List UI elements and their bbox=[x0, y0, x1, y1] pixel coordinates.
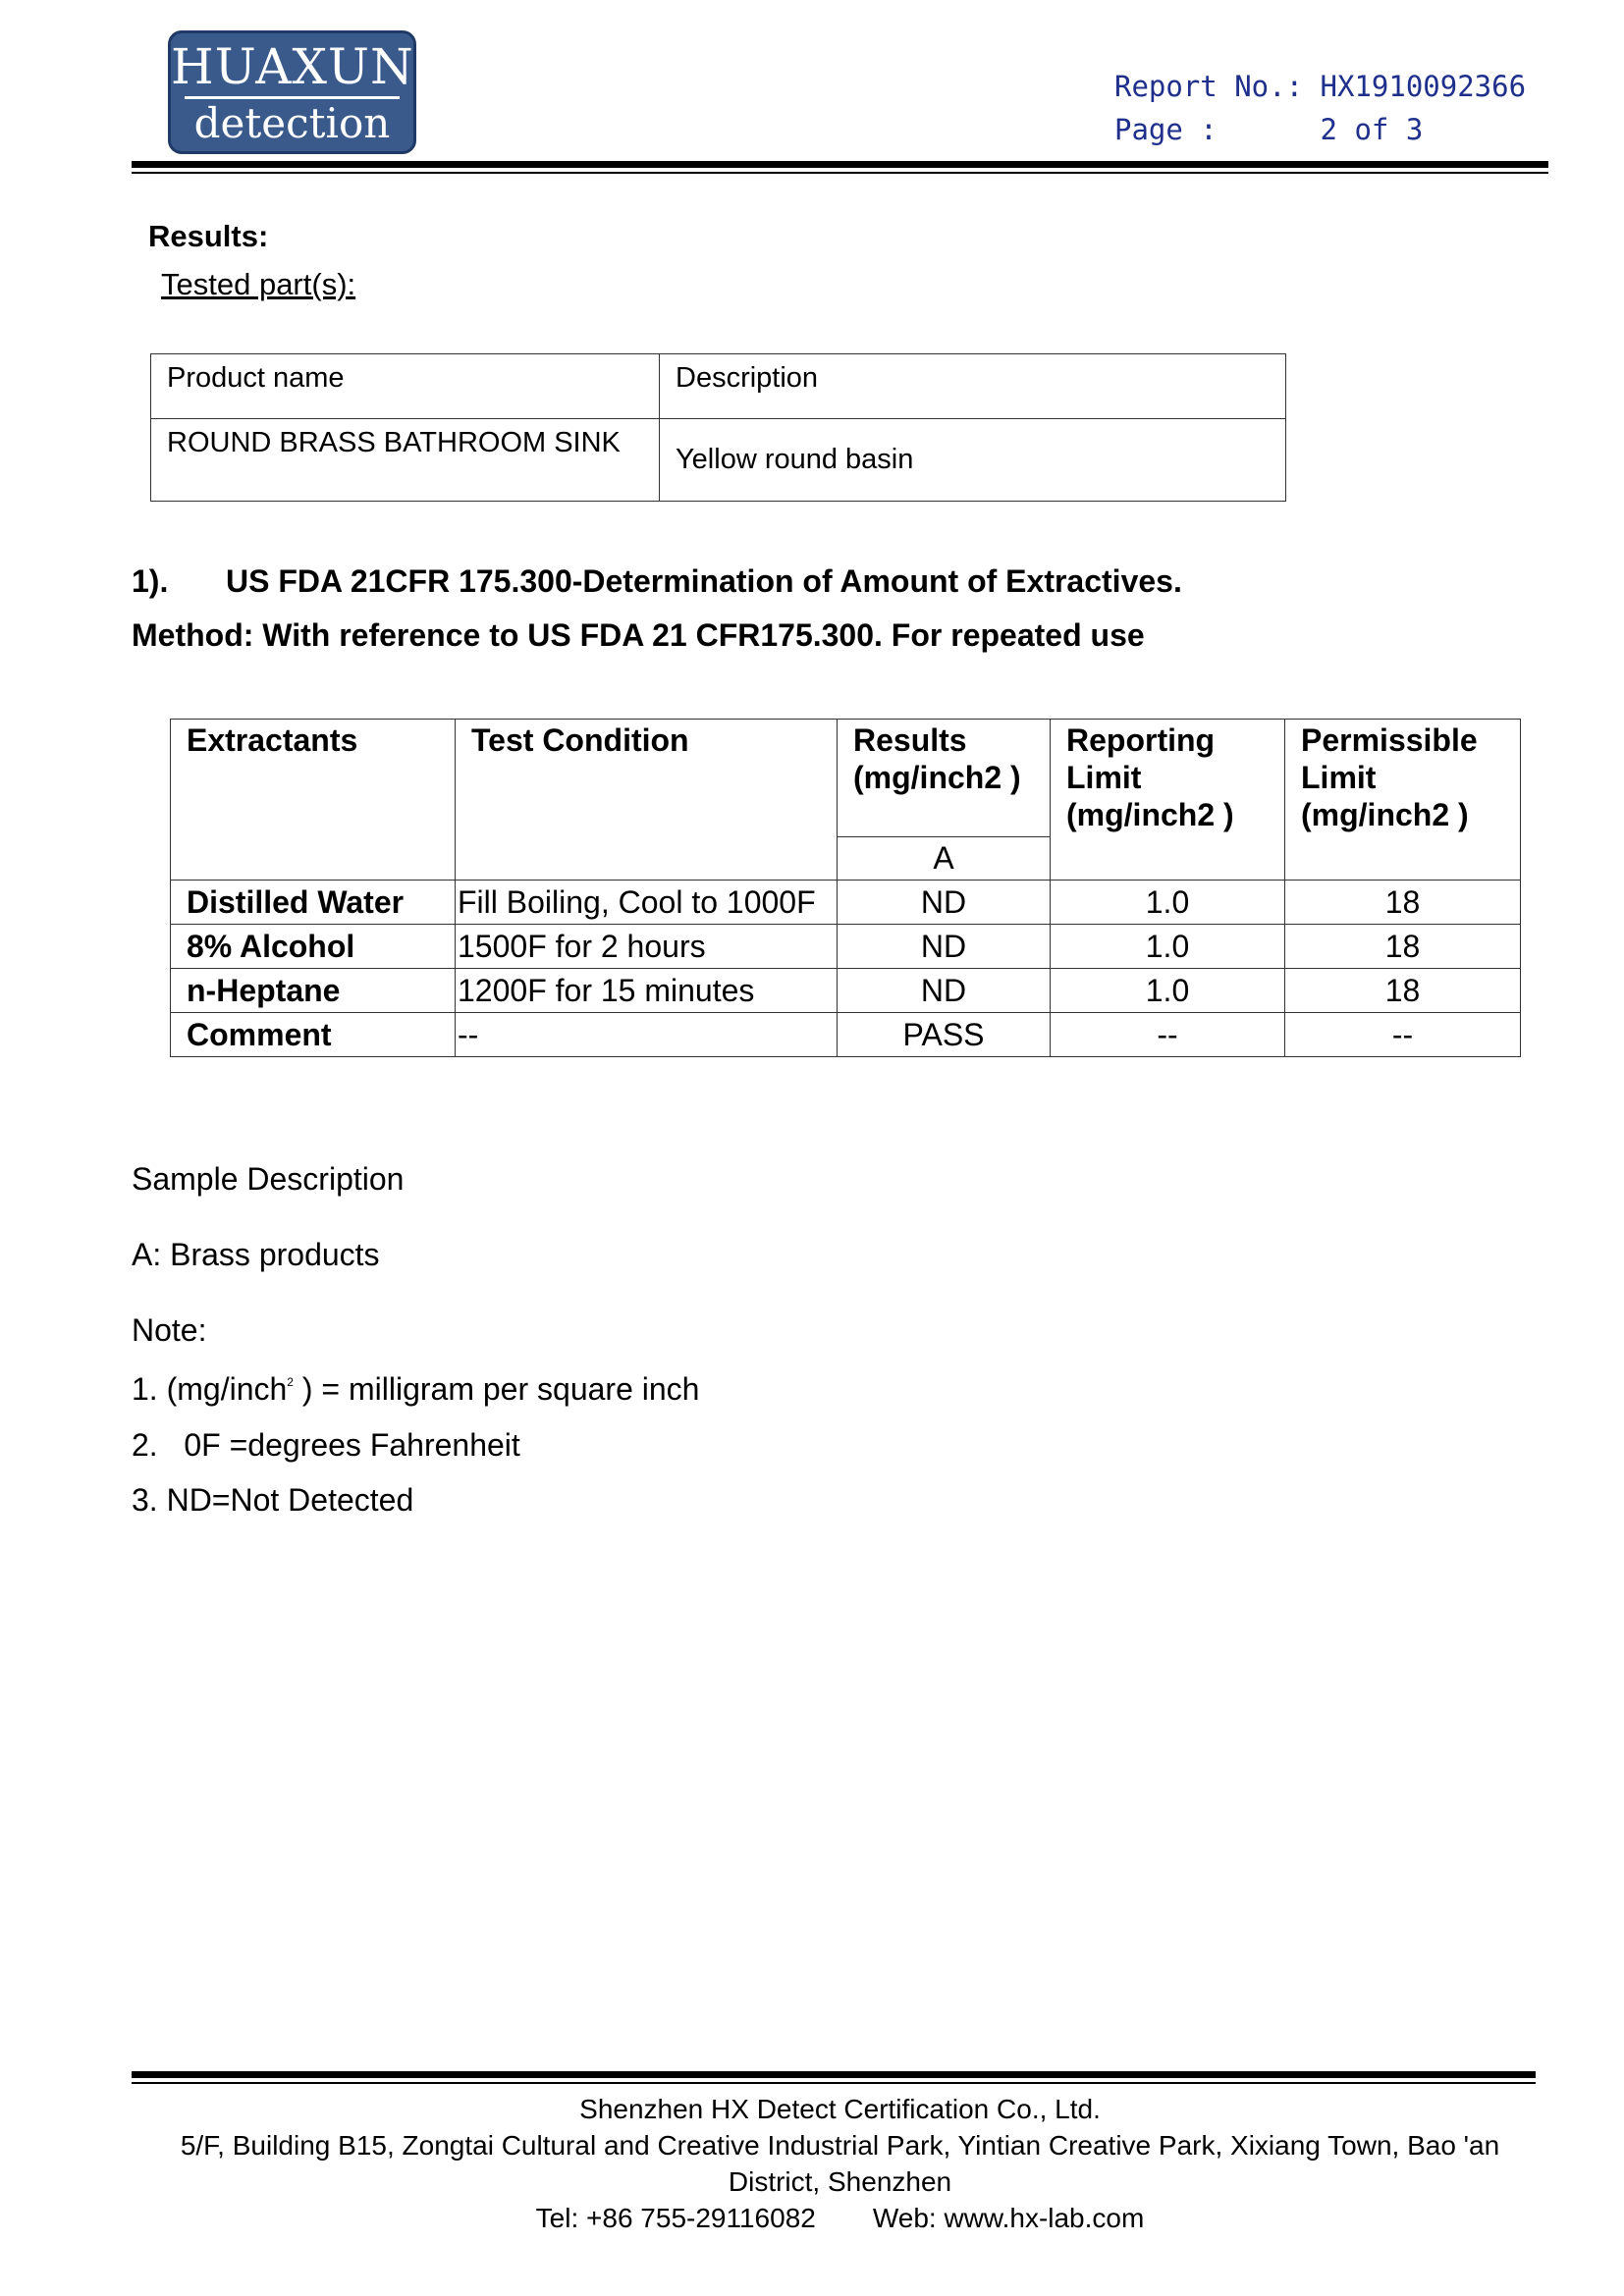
permissible-limit-cell: 18 bbox=[1285, 925, 1521, 969]
header-extractants: Extractants bbox=[171, 720, 456, 881]
table-row bbox=[171, 881, 1521, 925]
table-row bbox=[171, 925, 1521, 969]
description-cell bbox=[660, 419, 1286, 502]
header-description: Description bbox=[660, 354, 1286, 419]
report-number-label: Report No.: bbox=[1114, 70, 1304, 103]
note-1-prefix: 1. (mg/inch bbox=[132, 1371, 288, 1407]
extractant-cell: 8% Alcohol bbox=[171, 925, 456, 969]
header-rule-thick bbox=[132, 161, 1548, 168]
table-row bbox=[171, 1013, 1521, 1057]
permissible-limit-cell: 18 bbox=[1285, 969, 1521, 1013]
footer-web: Web: www.hx-lab.com bbox=[872, 2203, 1145, 2233]
header-reporting-limit: Reporting Limit (mg/inch2 ) bbox=[1051, 720, 1285, 881]
permissible-limit-cell: -- bbox=[1285, 1013, 1521, 1057]
table-row bbox=[171, 969, 1521, 1013]
test-condition-cell: 1200F for 15 minutes bbox=[456, 969, 838, 1013]
header-test-condition: Test Condition bbox=[456, 720, 838, 881]
note-1-suffix: ) = milligram per square inch bbox=[293, 1371, 700, 1407]
reporting-limit-cell: 1.0 bbox=[1051, 925, 1285, 969]
note-item-2: 2. 0F =degrees Fahrenheit bbox=[132, 1427, 520, 1463]
product-name-cell bbox=[151, 419, 660, 502]
extractant-cell: n-Heptane bbox=[171, 969, 456, 1013]
footer-contact bbox=[132, 2200, 1548, 2236]
reporting-limit-cell: 1.0 bbox=[1051, 881, 1285, 925]
reporting-limit-cell: 1.0 bbox=[1051, 969, 1285, 1013]
footer bbox=[132, 2091, 1548, 2236]
header-results: Results (mg/inch2 ) bbox=[838, 720, 1051, 837]
section-title bbox=[132, 563, 1182, 600]
product-name-value: ROUND BRASS BATHROOM SINK bbox=[167, 427, 621, 458]
page-label: Page : bbox=[1114, 113, 1218, 146]
page-number: 2 of 3 bbox=[1320, 113, 1424, 146]
header-product-name: Product name bbox=[151, 354, 660, 419]
comment-label-cell: Comment bbox=[171, 1013, 456, 1057]
section-title-text: US FDA 21CFR 175.300-Determination of Amount of Extractives. bbox=[226, 563, 1182, 599]
header-permissible-limit: Permissible Limit (mg/inch2 ) bbox=[1285, 720, 1521, 881]
footer-rule-thick bbox=[132, 2071, 1536, 2078]
footer-address-line1: 5/F, Building B15, Zongtai Cultural and Creative Industrial Park, Yintian Creative Park, Xixiang Town, Bao 'an bbox=[180, 2130, 1500, 2161]
permissible-limit-cell: 18 bbox=[1285, 881, 1521, 925]
table-header-row bbox=[151, 354, 1286, 419]
footer-address-line2: District, Shenzhen bbox=[728, 2166, 952, 2197]
table-header-row bbox=[171, 720, 1521, 837]
results-heading: Results: bbox=[148, 219, 269, 253]
result-cell: ND bbox=[838, 969, 1051, 1013]
extractives-results-table bbox=[170, 719, 1521, 1057]
test-condition-cell: 1500F for 2 hours bbox=[456, 925, 838, 969]
section-number: 1). bbox=[132, 563, 169, 599]
note-1-superscript: 2 bbox=[287, 1375, 294, 1389]
result-cell: ND bbox=[838, 925, 1051, 969]
report-info bbox=[1114, 65, 1526, 151]
company-logo bbox=[168, 30, 416, 154]
tested-parts-heading: Tested part(s): bbox=[161, 267, 356, 301]
tested-parts-table bbox=[150, 353, 1286, 502]
header-sample-a: A bbox=[838, 837, 1051, 881]
table-row bbox=[151, 419, 1286, 502]
report-number: HX1910092366 bbox=[1320, 70, 1527, 103]
note-item-3: 3. ND=Not Detected bbox=[132, 1482, 414, 1518]
description-value: Yellow round basin bbox=[676, 444, 914, 475]
result-cell: PASS bbox=[838, 1013, 1051, 1057]
method-text: Method: With reference to US FDA 21 CFR175.300. For repeated use bbox=[132, 617, 1145, 653]
footer-rule-thin bbox=[132, 2082, 1536, 2084]
note-item-1 bbox=[132, 1371, 699, 1408]
logo-text-secondary: detection bbox=[193, 99, 391, 147]
sample-description-heading: Sample Description bbox=[132, 1161, 405, 1197]
test-condition-cell: Fill Boiling, Cool to 1000F bbox=[456, 881, 838, 925]
footer-tel: Tel: +86 755-29116082 bbox=[535, 2203, 816, 2233]
extractant-cell: Distilled Water bbox=[171, 881, 456, 925]
result-cell: ND bbox=[838, 881, 1051, 925]
test-condition-cell: -- bbox=[456, 1013, 838, 1057]
logo-text-primary: HUAXUN bbox=[171, 38, 414, 95]
reporting-limit-cell: -- bbox=[1051, 1013, 1285, 1057]
footer-company: Shenzhen HX Detect Certification Co., Ltd. bbox=[579, 2094, 1101, 2124]
sample-a-description: A: Brass products bbox=[132, 1237, 380, 1272]
header-rule-thin bbox=[132, 172, 1548, 174]
note-heading: Note: bbox=[132, 1312, 207, 1348]
